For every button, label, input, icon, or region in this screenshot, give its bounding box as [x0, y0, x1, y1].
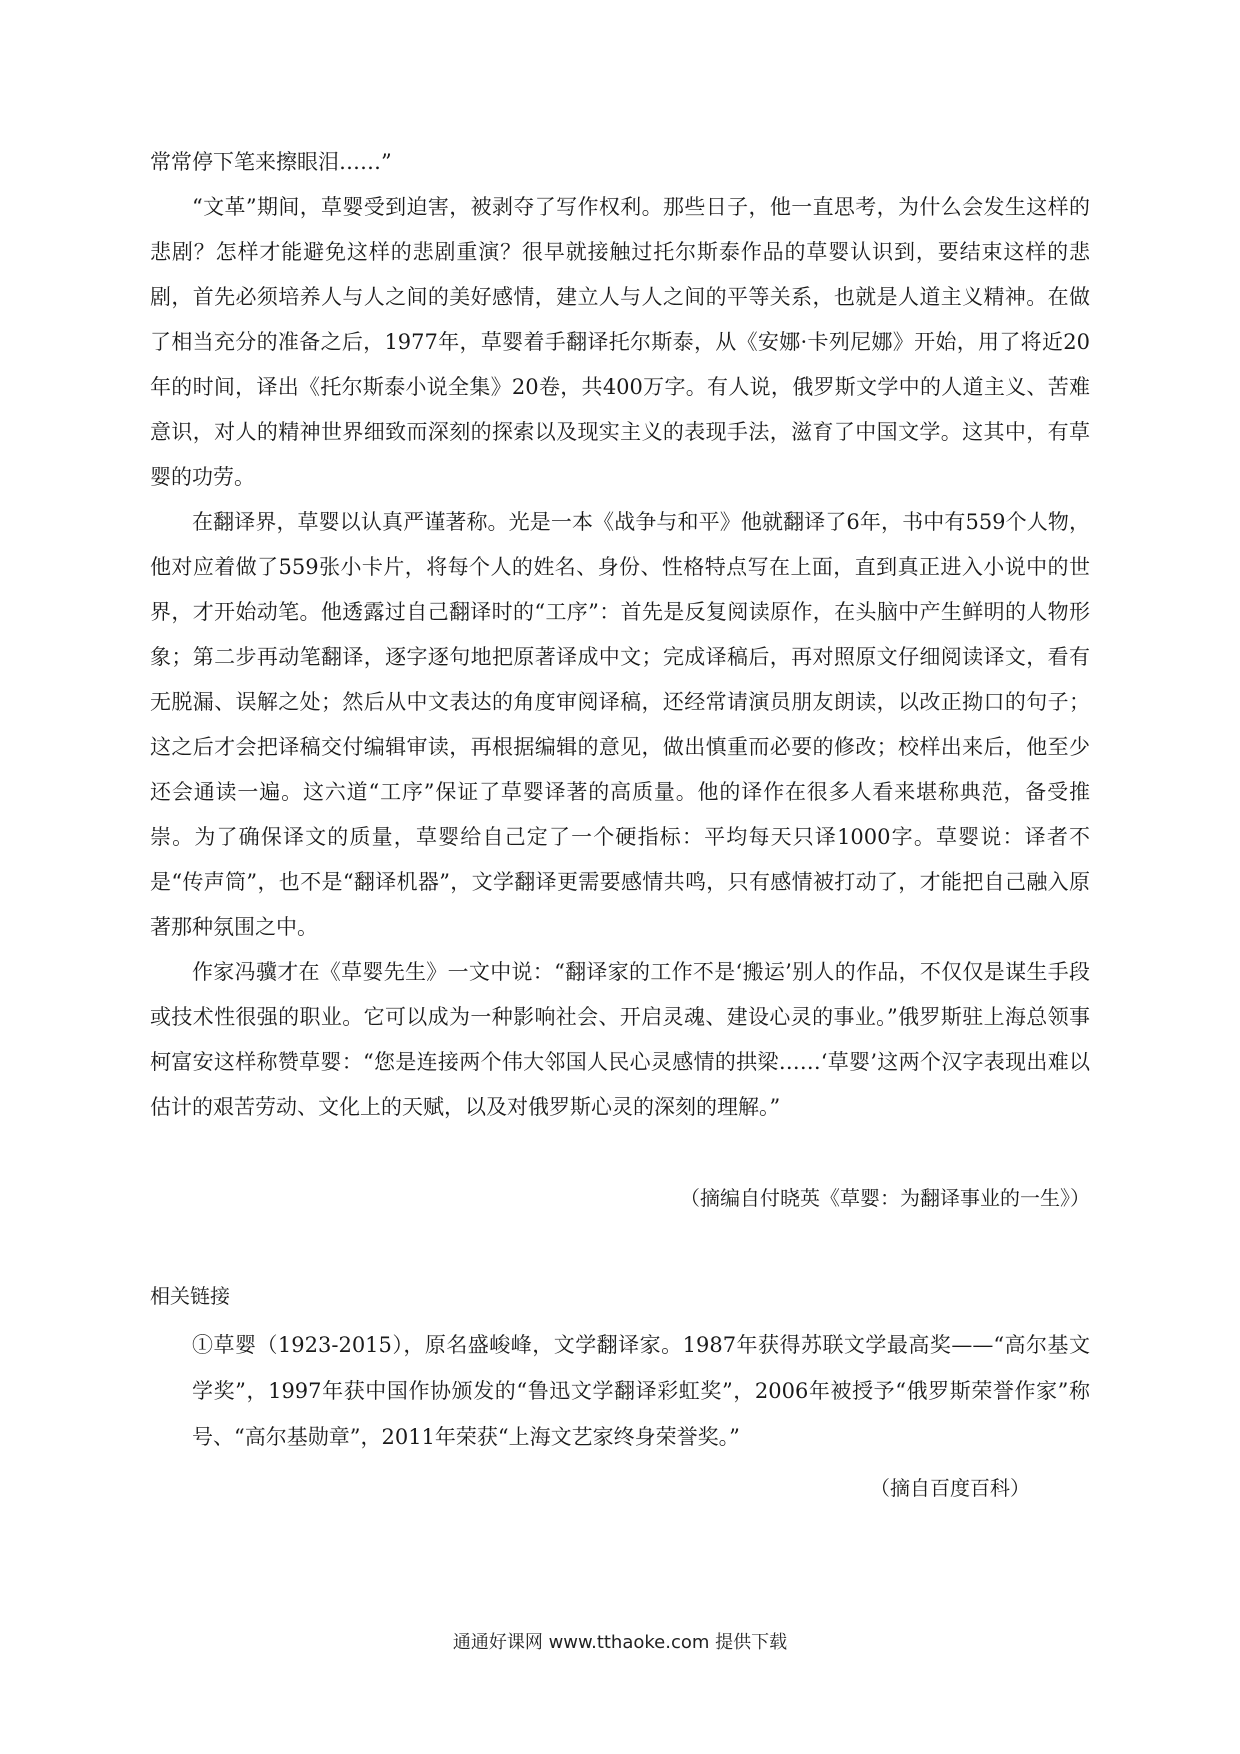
paragraph-translation-process: 在翻译界，草婴以认真严谨著称。光是一本《战争与和平》他就翻译了6年，书中有559个人物，他对应着做了559张小卡片，将每个人的姓名、身份、性格特点写在上面，直到真正进入小说中的世界，才开始动笔。他透露过自己翻译时的“工序”：首先是反复阅读原作，在头脑中产生鲜明的人物形象；第二步再动笔翻译，逐字逐句地把原著译成中文；完成译稿后，再对照原文仔细阅读译文，看有无脱漏、误解之处；然后从中文表达的角度审阅译稿，还经常请演员朋友朗读，以改正拗口的句子；这之后才会把译稿交付编辑审读，再根据编辑的意见，做出慎重而必要的修改；校样出来后，他至少还会通读一遍。这六道“工序”保证了草婴译著的高质量。他的译作在很多人看来堪称典范，备受推崇。为了确保译文的质量，草婴给自己定了一个硬指标：平均每天只译1000字。草婴说：译者不是“传声筒”，也不是“翻译机器”，文学翻译更需要感情共鸣，只有感情被打动了，才能把自己融入原著那种氛围之中。 — [150, 510, 1090, 939]
document-body — [150, 140, 1090, 1508]
opening-line: 常常停下笔来擦眼泪……” — [150, 150, 392, 174]
related-link-source: （摘自百度百科） — [870, 1476, 1030, 1500]
paragraph-praise: 作家冯骥才在《草婴先生》一文中说：“翻译家的工作不是‘搬运’别人的作品，不仅仅是谋生手段或技术性很强的职业。它可以成为一种影响社会、开启灵魂、建设心灵的事业。”俄罗斯驻上海总领事柯富安这样称赞草婴：“您是连接两个伟大邻国人民心灵感情的拱梁……‘草婴’这两个汉字表现出难以估计的艰苦劳动、文化上的天赋，以及对俄罗斯心灵的深刻的理解。” — [150, 960, 1090, 1119]
page-footer: 通通好课网 www.tthaoke.com 提供下载 — [452, 1632, 788, 1653]
paragraph-cultural-revolution: “文革”期间，草婴受到迫害，被剥夺了写作权利。那些日子，他一直思考，为什么会发生这样的悲剧？怎样才能避免这样的悲剧重演？很早就接触过托尔斯泰作品的草婴认识到，要结束这样的悲剧，首先必须培养人与人之间的美好感情，建立人与人之间的平等关系，也就是人道主义精神。在做了相当充分的准备之后，1977年，草婴着手翻译托尔斯泰，从《安娜·卡列尼娜》开始，用了将近20年的时间，译出《托尔斯泰小说全集》20卷，共400万字。有人说，俄罗斯文学中的人道主义、苦难意识，对人的精神世界细致而深刻的探索以及现实主义的表现手法，滋育了中国文学。这其中，有草婴的功劳。 — [150, 195, 1090, 489]
article-source: （摘编自付晓英《草婴：为翻译事业的一生》） — [680, 1186, 1090, 1210]
related-link-item: ①草婴（1923-2015），原名盛峻峰，文学翻译家。1987年获得苏联文学最高奖——“高尔基文学奖”，1997年获中国作协颁发的“鲁迅文学翻译彩虹奖”，2006年被授予“俄罗斯荣誉作家”称号、“高尔基勋章”，2011年荣获“上海文艺家终身荣誉奖。” — [192, 1333, 1090, 1449]
related-links-heading: 相关链接 — [150, 1284, 230, 1308]
